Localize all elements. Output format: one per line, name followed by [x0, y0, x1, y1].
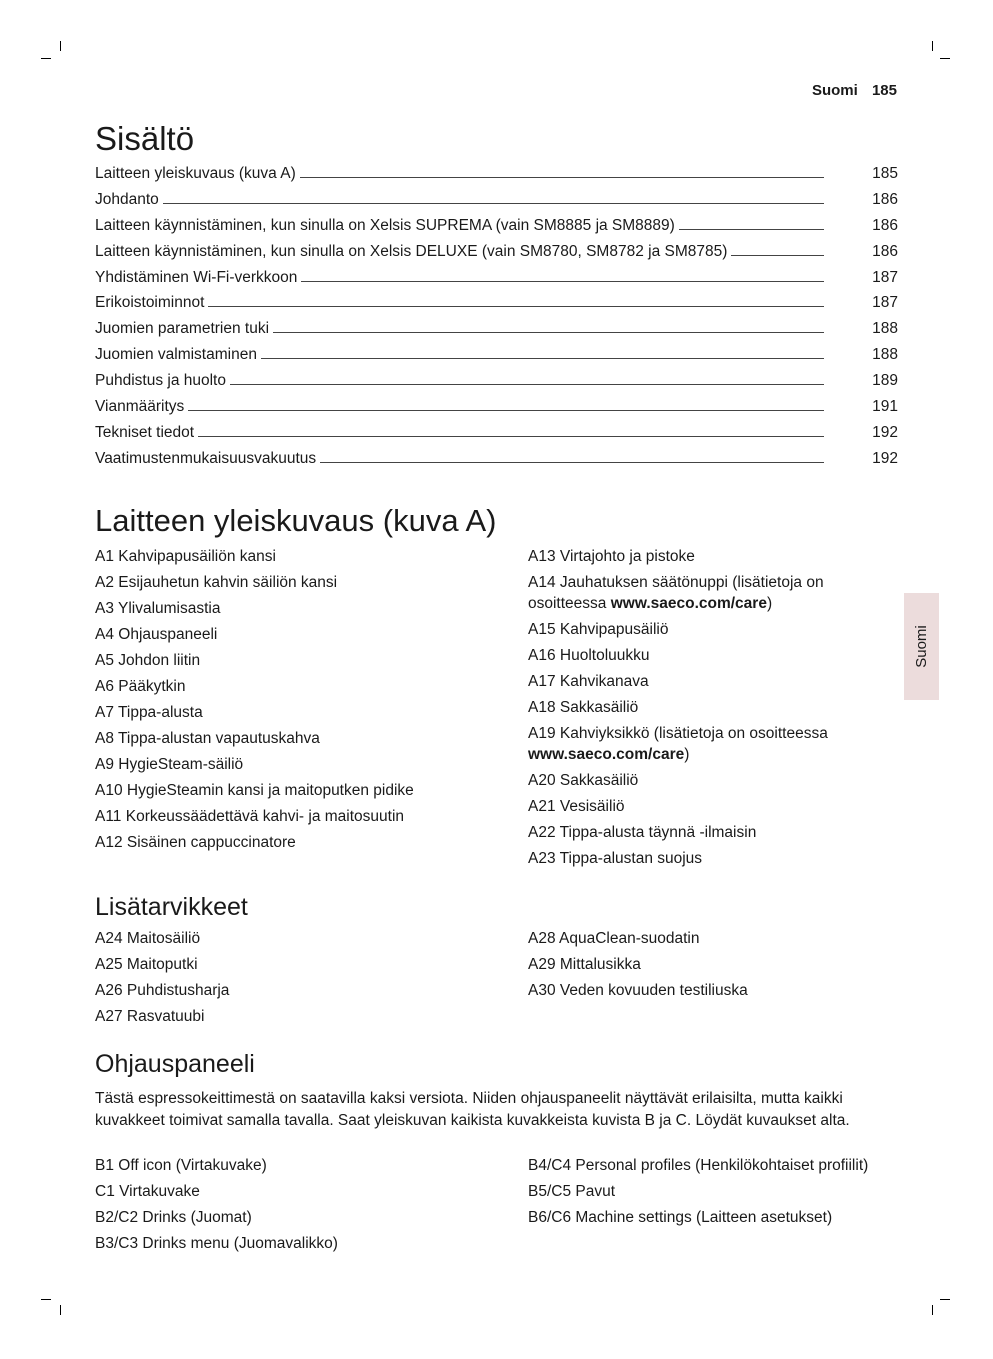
list-item: A28 AquaClean-suodatin [528, 930, 700, 947]
toc-entry-page: 188 [872, 346, 898, 364]
toc-leader-line [188, 397, 824, 411]
toc-entry[interactable] [95, 268, 898, 294]
toc-entry[interactable] [95, 164, 898, 190]
care-link[interactable]: www.saeco.com/care [528, 746, 685, 763]
accessories-title: Lisätarvikkeet [95, 893, 248, 921]
list-item: A26 Puhdistusharja [95, 982, 230, 999]
accessories-list-left [95, 928, 505, 1032]
toc-entry-title: Yhdistäminen Wi-Fi-verkkoon [95, 268, 298, 286]
crop-mark [932, 41, 933, 51]
toc-entry[interactable] [95, 345, 898, 371]
page-number: 185 [871, 82, 897, 99]
list-item: A29 Mittalusikka [528, 956, 641, 973]
item-text: A14 Jauhatuksen säätönuppi (lisätietoja on osoitteessa [528, 574, 824, 612]
list-item: B2/C2 Drinks (Juomat) [95, 1209, 252, 1226]
list-item: B1 Off icon (Virtakuvake) [95, 1157, 267, 1174]
toc-entry-page: 188 [872, 320, 898, 338]
list-item: A16 Huoltoluukku [528, 647, 650, 664]
toc-entry-page: 186 [872, 216, 898, 234]
crop-mark [940, 58, 950, 59]
overview-list-left [95, 546, 505, 858]
list-item: A27 Rasvatuubi [95, 1008, 205, 1025]
list-item: A13 Virtajohto ja pistoke [528, 548, 695, 565]
list-item: A2 Esijauhetun kahvin säiliön kansi [95, 574, 338, 591]
toc-entry-title: Laitteen yleiskuvaus (kuva A) [95, 165, 296, 182]
toc-entry-title: Vaatimustenmukaisuusvakuutus [95, 449, 317, 467]
toc-entry-page: 186 [872, 242, 898, 260]
overview-title: Laitteen yleiskuvaus (kuva A) [95, 503, 497, 538]
list-item [528, 572, 888, 614]
toc-entry-title: Vianmääritys [95, 398, 185, 416]
list-item: A23 Tippa-alustan suojus [528, 850, 703, 867]
toc-entry-title: Laitteen käynnistäminen, kun sinulla on Xelsis DELUXE (vain SM8780, SM8782 ja SM8785) [95, 242, 728, 260]
toc-entry[interactable] [95, 423, 898, 449]
item-text: A19 Kahviyksikkö (lisätietoja on osoitteessa [528, 725, 828, 742]
toc-leader-line [230, 371, 824, 385]
crop-mark [60, 41, 61, 51]
toc-entry-page: 187 [872, 294, 898, 312]
toc-entry-page: 191 [872, 398, 898, 416]
crop-mark [60, 1305, 61, 1315]
care-link[interactable]: www.saeco.com/care [610, 595, 767, 612]
table-of-contents [95, 164, 898, 475]
list-item: B6/C6 Machine settings (Laitteen asetukset) [528, 1209, 833, 1226]
toc-entry[interactable] [95, 190, 898, 216]
list-item: B4/C4 Personal profiles (Henkilökohtaiset profiilit) [528, 1157, 869, 1174]
toc-leader-line [273, 319, 824, 333]
list-item: A12 Sisäinen cappuccinatore [95, 834, 296, 851]
list-item: A24 Maitosäiliö [95, 930, 201, 947]
list-item: A9 HygieSteam-säiliö [95, 756, 244, 773]
crop-mark [41, 1299, 51, 1300]
list-item: A8 Tippa-alustan vapautuskahva [95, 730, 320, 747]
list-item: A25 Maitoputki [95, 956, 198, 973]
toc-leader-line [320, 449, 824, 463]
toc-leader-line [163, 190, 824, 204]
toc-entry-page: 185 [872, 165, 898, 182]
toc-entry[interactable] [95, 449, 898, 475]
list-item: A21 Vesisäiliö [528, 798, 625, 815]
toc-leader-line [261, 345, 824, 359]
toc-entry[interactable] [95, 397, 898, 423]
list-item: A6 Pääkytkin [95, 678, 186, 695]
control-panel-list-left [95, 1155, 505, 1259]
toc-entry-page: 187 [872, 268, 898, 286]
toc-entry[interactable] [95, 242, 898, 268]
list-item: A3 Ylivalumisastia [95, 600, 221, 617]
list-item: A11 Korkeussäädettävä kahvi- ja maitosuutin [95, 808, 405, 825]
toc-leader-line [679, 216, 824, 230]
crop-mark [41, 58, 51, 59]
item-text-end: ) [766, 595, 773, 612]
toc-entry[interactable] [95, 319, 898, 345]
toc-entry-page: 189 [872, 372, 898, 390]
list-item [528, 723, 888, 765]
toc-leader-line [301, 268, 824, 282]
toc-entry-title: Erikoistoiminnot [95, 294, 205, 312]
toc-entry-page: 192 [872, 449, 898, 467]
side-tab-label: Suomi [913, 625, 930, 668]
control-panel-intro: Tästä espressokeittimestä on saatavilla kaksi versiota. Niiden ohjauspaneelit näyttävät erilaisilta, mutta kaikki kuvakkeet toimivat samalla tavalla. Saat yleiskuvan kaikista kuvakkeista kuvista B ja C. Löydät kuvaukset alta. [95, 1090, 850, 1129]
list-item: A20 Sakkasäiliö [528, 772, 639, 789]
toc-entry[interactable] [95, 371, 898, 397]
crop-mark [940, 1299, 950, 1300]
list-item: A1 Kahvipapusäiliön kansi [95, 548, 276, 565]
toc-entry-title: Juomien valmistaminen [95, 346, 257, 364]
toc-entry-title: Johdanto [95, 190, 159, 208]
list-item: C1 Virtakuvake [95, 1183, 200, 1200]
list-item: A22 Tippa-alusta täynnä -ilmaisin [528, 824, 757, 841]
overview-list-right [528, 546, 888, 874]
toc-entry[interactable] [95, 216, 898, 242]
running-head [802, 82, 897, 99]
list-item: A10 HygieSteamin kansi ja maitoputken pidike [95, 782, 414, 799]
crop-mark [932, 1305, 933, 1315]
list-item: A5 Johdon liitin [95, 652, 201, 669]
toc-leader-line [300, 164, 824, 178]
toc-title: Sisältö [95, 120, 195, 157]
control-panel-list-right [528, 1155, 888, 1233]
toc-entry-title: Juomien parametrien tuki [95, 320, 270, 338]
list-item: B3/C3 Drinks menu (Juomavalikko) [95, 1235, 338, 1252]
list-item: A18 Sakkasäiliö [528, 699, 639, 716]
language-side-tab [904, 593, 939, 700]
toc-entry-title: Puhdistus ja huolto [95, 372, 226, 390]
toc-entry-page: 192 [872, 423, 898, 441]
list-item: B5/C5 Pavut [528, 1183, 616, 1200]
toc-leader-line [208, 293, 824, 307]
toc-entry-title: Tekniset tiedot [95, 423, 195, 441]
list-item: A30 Veden kovuuden testiliuska [528, 982, 748, 999]
control-panel-title: Ohjauspaneeli [95, 1050, 255, 1078]
accessories-list-right [528, 928, 888, 1006]
list-item: A4 Ohjauspaneeli [95, 626, 218, 643]
toc-entry-page: 186 [872, 190, 898, 208]
list-item: A15 Kahvipapusäiliö [528, 621, 669, 638]
toc-entry-title: Laitteen käynnistäminen, kun sinulla on Xelsis SUPREMA (vain SM8885 ja SM8889) [95, 216, 675, 234]
toc-leader-line [731, 242, 824, 256]
toc-leader-line [198, 423, 824, 437]
running-head-language: Suomi [811, 82, 858, 99]
toc-entry[interactable] [95, 293, 898, 319]
item-text-end: ) [684, 746, 690, 763]
list-item: A7 Tippa-alusta [95, 704, 203, 721]
list-item: A17 Kahvikanava [528, 673, 649, 690]
